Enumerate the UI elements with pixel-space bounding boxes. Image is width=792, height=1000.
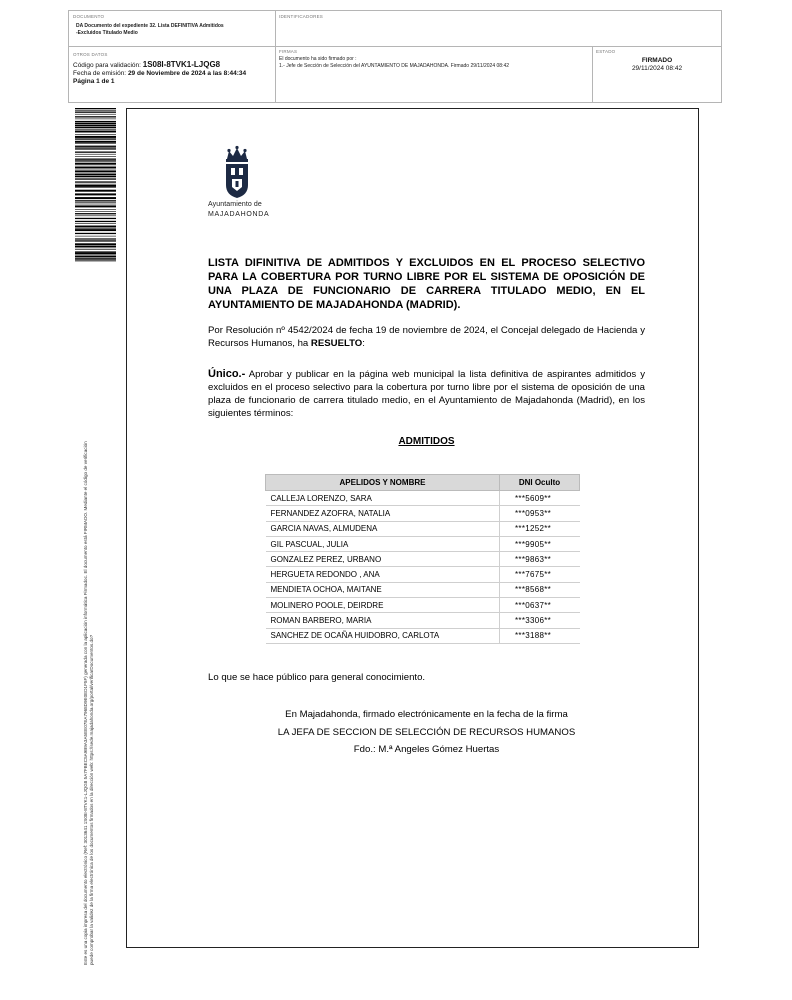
barcode-bar: [75, 125, 116, 127]
codigo-label: Código para validación:: [73, 62, 141, 69]
resolution-text: Por Resolución nº 4542/2024 de fecha 19 de noviembre de 2024, el Concejal delegado de Hacienda y Recursos Humanos, ha: [208, 325, 645, 349]
barcode-bar: [75, 134, 116, 135]
barcode-bar: [75, 141, 116, 143]
cell-nombre: CALLEJA LORENZO, SARA: [266, 491, 500, 506]
cell-nombre: HERGUETA REDONDO , ANA: [266, 567, 500, 582]
cell-dni: ***1252**: [500, 521, 580, 536]
cell-nombre: GARCIA NAVAS, ALMUDENA: [266, 521, 500, 536]
barcode-bar: [75, 129, 116, 130]
cell-nombre: MOLINERO POOLE, DEIRDRE: [266, 598, 500, 613]
otros-datos-cell: [73, 52, 273, 86]
barcode-bar: [75, 223, 116, 224]
header-divider: [69, 46, 721, 47]
barcode-bar: [75, 251, 116, 252]
table-row: [266, 491, 580, 506]
signature-title-line: LA JEFA DE SECCION DE SELECCIÓN DE RECURSOS HUMANOS: [277, 727, 576, 738]
barcode-bar: [75, 221, 116, 222]
otros-datos-label: OTROS DATOS: [73, 52, 108, 57]
barcode-bar: [75, 248, 116, 249]
barcode-bar: [75, 146, 116, 147]
signature-name-line: Fdo.: M.ª Angeles Gómez Huertas: [353, 744, 500, 755]
barcode-bar: [75, 216, 116, 217]
barcode-bar: [75, 112, 116, 113]
table-row: [266, 506, 580, 521]
barcode-bar: [75, 218, 116, 219]
barcode-bar: [75, 170, 116, 172]
barcode-bar: [75, 233, 116, 234]
barcode-bar: [75, 200, 116, 201]
table-header-row: [266, 475, 580, 491]
firmas-label: FIRMAS: [279, 49, 298, 54]
barcode-bar: [75, 255, 116, 256]
unico-keyword: Único.-: [208, 368, 246, 380]
documento-text: DA Documento del expediente 32. Lista DEFINITIVA Admitidos: [76, 23, 224, 29]
table-row: [266, 598, 580, 613]
barcode-bar: [75, 119, 116, 120]
admitidos-table: [265, 474, 580, 644]
cell-dni: ***3306**: [500, 613, 580, 628]
barcode-bar: [75, 204, 116, 205]
pagina-indicator: Página 1 de 1: [73, 78, 115, 85]
firmas-cell: [279, 49, 589, 70]
barcode-bar: [75, 205, 116, 207]
barcode-bar: [75, 229, 116, 231]
barcode-bar: [75, 240, 116, 241]
barcode-bar: [75, 226, 116, 228]
estado-date: 29/11/2024 08:42: [631, 65, 683, 72]
barcode-image: [75, 108, 116, 262]
codigo-value: 1S08I-8TVK1-LJQG8: [142, 60, 221, 69]
barcode-bar: [75, 174, 116, 176]
barcode-bar: [75, 160, 116, 161]
barcode-bar: [75, 236, 116, 237]
barcode-bar: [75, 136, 116, 138]
logo-text-line2: MAJADAHONDA: [208, 211, 270, 218]
table-row: [266, 628, 580, 643]
estado-cell: [596, 49, 718, 73]
barcode-bar: [75, 143, 116, 144]
barcode-bar: [75, 190, 116, 192]
barcode-bar: [75, 184, 116, 185]
cell-nombre: MENDIETA OCHOA, MAITANE: [266, 582, 500, 597]
barcode-bar: [75, 187, 116, 188]
cell-nombre: FERNANDEZ AZOFRA, NATALIA: [266, 506, 500, 521]
barcode-bar: [75, 156, 116, 157]
table-row: [266, 552, 580, 567]
barcode-bar: [75, 211, 116, 212]
documento-text: -Excluidos Titulado Medio: [76, 30, 138, 36]
header-divider: [592, 46, 593, 102]
barcode-bar: [75, 131, 116, 133]
verification-side-text: [83, 275, 95, 965]
unico-paragraph: [208, 368, 645, 420]
barcode-bar: [75, 213, 116, 214]
barcode-bar: [75, 166, 116, 167]
barcode-bar: [75, 116, 116, 117]
codigo-validacion: [73, 61, 273, 70]
fecha-value: 29 de Noviembre de 2024 a las 8:44:34: [127, 70, 247, 77]
resolution-paragraph: [208, 324, 645, 350]
barcode-bar: [75, 108, 116, 109]
cell-nombre: GONZALEZ PEREZ, URBANO: [266, 552, 500, 567]
barcode-bar: [75, 193, 116, 195]
table-row: [266, 521, 580, 536]
cell-dni: ***7675**: [500, 567, 580, 582]
barcode-bar: [75, 163, 116, 165]
cell-dni: ***5609**: [500, 491, 580, 506]
column-header-dni: DNI Oculto: [500, 475, 580, 491]
cell-dni: ***9863**: [500, 552, 580, 567]
side-text-line: puede comprobar la validez de la firma electrónica de los documentos firmados en la dirección web: https://sede.majadahonda.org/portal/verificarDocumentos.do?: [89, 634, 94, 965]
estado-label: ESTADO: [596, 49, 616, 54]
cell-dni: ***9905**: [500, 536, 580, 551]
estado-value: FIRMADO: [641, 57, 673, 64]
barcode-bar: [75, 258, 116, 259]
barcode-bar: [75, 159, 116, 160]
barcode-bar: [75, 246, 116, 247]
unico-text: Aprobar y publicar en la página web municipal la lista definitiva de aspirantes admitidos y excluidos en el proceso selectivo para la cobertura por turno libre por el sistema de oposición de una plaza de funcionario de carrera titulado medio, en el Ayuntamiento de Majadahonda (Madrid), en los siguientes términos:: [208, 369, 645, 419]
table-row: [266, 582, 580, 597]
cell-nombre: GIL PASCUAL, JULIA: [266, 536, 500, 551]
table-row: [266, 613, 580, 628]
barcode-bar: [75, 169, 116, 170]
barcode-bar: [75, 197, 116, 199]
document-title: LISTA DIFINITIVA DE ADMITIDOS Y EXCLUIDOS EN EL PROCESO SELECTIVO PARA LA COBERTURA POR TURNO LIBRE POR EL SISTEMA DE OPOSICIÓN DE UNA PLAZA DE FUNCIONARIO DE CARRERA TITULADO MEDIO, EN EL AYUNTAMIENTO DE MAJADAHONDA (MADRID).: [208, 257, 645, 311]
barcode-bar: [75, 114, 116, 115]
documento-label: DOCUMENTO: [73, 14, 105, 19]
admitidos-heading: ADMITIDOS: [398, 436, 455, 447]
resuelto-keyword: RESUELTO: [310, 338, 363, 349]
barcode-bar: [75, 154, 116, 155]
documento-cell: [73, 14, 224, 37]
barcode-bar: [75, 185, 116, 187]
barcode-bar: [75, 178, 116, 179]
barcode-bar: [75, 181, 116, 182]
barcode-bar: [75, 239, 116, 240]
cell-dni: ***3188**: [500, 628, 580, 643]
barcode-bar: [75, 238, 116, 239]
resolution-end: :: [362, 338, 365, 349]
barcode-bar: [75, 243, 116, 245]
identificadores-cell: [279, 14, 323, 19]
signature-place-line: En Majadahonda, firmado electrónicamente en la fecha de la firma: [285, 709, 568, 720]
cell-nombre: ROMAN BARBERO, MARIA: [266, 613, 500, 628]
side-text-line: Este es una copia impresa del documento electrónico (Ref: 3013641 1S08I-8TVK1-LJQG8 5A7FBEC5A9B9A3A5EE07EA7968D9E0ED1F5F) generada con la aplicación informática Firmadoc. El documento está FIRMADO. Mediante el código de verificación: [83, 441, 88, 965]
fecha-emision: [73, 70, 273, 78]
column-header-nombre: APELIDOS Y NOMBRE: [266, 475, 500, 491]
barcode-bar: [75, 176, 116, 177]
barcode-bar: [75, 127, 116, 128]
barcode-bar: [75, 149, 116, 150]
barcode-bar: [75, 202, 116, 203]
barcode-bar: [75, 228, 116, 229]
barcode-bar: [75, 249, 116, 250]
barcode-bar: [75, 167, 116, 168]
table-row: [266, 536, 580, 551]
cell-dni: ***0953**: [500, 506, 580, 521]
barcode-bar: [75, 121, 116, 122]
barcode-bar: [75, 138, 116, 139]
header-divider: [275, 11, 276, 102]
cell-dni: ***0637**: [500, 598, 580, 613]
fecha-label: Fecha de emisión:: [73, 70, 127, 77]
firmas-text: 1.- Jefe de Sección de Selección del AYUNTAMIENTO DE MAJADAHONDA. Firmado 29/11/2024 08:42: [279, 63, 510, 69]
table-row: [266, 567, 580, 582]
barcode-bar: [75, 123, 116, 124]
cell-nombre: SANCHEZ DE OCAÑA HUIDOBRO, CARLOTA: [266, 628, 500, 643]
barcode-bar: [75, 209, 116, 210]
barcode-bar: [75, 256, 116, 257]
cell-dni: ***8568**: [500, 582, 580, 597]
closing-sentence: Lo que se hace público para general conocimiento.: [208, 672, 426, 683]
barcode-bar: [75, 259, 116, 260]
firmas-text: El documento ha sido firmado por :: [279, 56, 357, 62]
document-header-box: [68, 10, 722, 103]
barcode-bar: [75, 147, 116, 148]
logo-text-line1: Ayuntamiento de: [208, 201, 262, 208]
identificadores-label: IDENTIFICADORES: [279, 14, 324, 19]
barcode-bar: [75, 152, 116, 153]
barcode-bar: [75, 110, 116, 111]
barcode-bar: [75, 252, 116, 254]
